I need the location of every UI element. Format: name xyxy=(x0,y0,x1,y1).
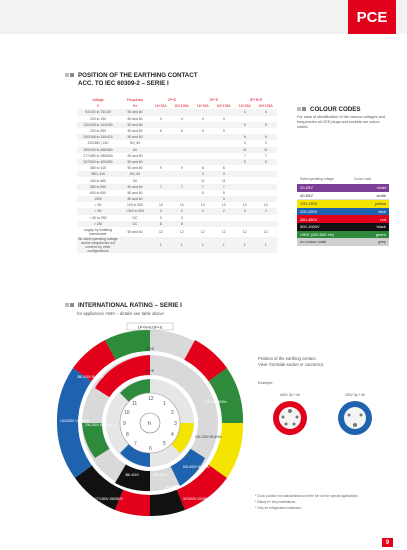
table-cell: 250/440 to 265/460 xyxy=(77,147,119,153)
table-cell: 2 xyxy=(213,208,235,214)
table-cell: 2 xyxy=(235,208,255,214)
voltage-cell: 100-130V xyxy=(300,201,318,207)
bottom-label-2: 480-500V xyxy=(153,473,167,477)
table-cell: 10 xyxy=(221,203,226,208)
voltage-cell: no colour code xyxy=(300,239,327,245)
table-subheader: 63+125A xyxy=(174,104,189,109)
table-cell: 9 xyxy=(222,129,225,134)
table-cell: 1 xyxy=(235,237,255,253)
table-cell: 4 xyxy=(201,116,204,121)
table-cell: 6 xyxy=(235,134,255,140)
clock-4: 4 xyxy=(171,432,174,438)
table-cell: 9 xyxy=(255,122,277,128)
table-cell: 4 xyxy=(222,116,225,121)
table-cell: 10 xyxy=(158,203,163,208)
table-header: 3P+E xyxy=(209,98,219,103)
colour-codes-title xyxy=(297,106,361,114)
top-label: 1P+N+E/3P+E xyxy=(137,325,163,330)
table-cell: 9 xyxy=(201,129,204,134)
section-title-line2: ACC. TO IEC 60309-2 – SERIE I xyxy=(78,79,169,87)
table-header: 3P+N+E xyxy=(249,98,263,103)
clock-10: 10 xyxy=(124,410,130,416)
table-header: 2P+E xyxy=(167,98,177,103)
example-2-label: 230V 3p + 6h xyxy=(344,393,366,397)
pin-icon xyxy=(282,416,285,419)
right-black-label: 10h/100-300Hz xyxy=(205,400,227,404)
table-cell: 440 to 460 xyxy=(89,178,107,183)
table-cell: 380 | 440 xyxy=(77,171,119,177)
table-header: Frequency xyxy=(126,98,144,103)
table-cell: 3 xyxy=(213,196,235,202)
table-cell: 4 xyxy=(235,109,255,115)
colour-cell: green xyxy=(375,231,386,237)
table-cell: 1000 xyxy=(77,196,119,202)
bullet-icon xyxy=(65,73,69,77)
table-cell: 11 xyxy=(222,178,226,183)
colour-codes-heading: COLOUR CODES xyxy=(310,106,361,113)
table-cell: 50 | 60 xyxy=(129,141,141,146)
table-cell: 10 xyxy=(263,203,268,208)
colour-cell: blue xyxy=(378,209,386,215)
table-cell: 50 and 60 xyxy=(127,129,143,134)
clock-8: 8 xyxy=(126,432,129,438)
table-cell: 220/380 | 240 xyxy=(87,141,109,146)
table-cell: 7 xyxy=(171,184,193,190)
table-cell: 6 xyxy=(159,129,162,134)
bottom-label-1: 380-400V xyxy=(125,473,139,477)
table-cell: 200 to 250 xyxy=(89,129,107,134)
colour-code-row xyxy=(297,238,389,246)
bottom-label-4: 277/480V 288/500V xyxy=(95,497,124,501)
clock-9: 9 xyxy=(123,421,126,427)
table-cell: 50 and 60 xyxy=(119,122,151,128)
colour-code-row xyxy=(297,200,389,208)
table-cell: 7 xyxy=(213,184,235,190)
table-cell: 347/600 to 400/690 xyxy=(77,159,119,165)
table-cell: > 50 xyxy=(94,203,102,208)
socket-examples xyxy=(260,390,390,442)
table-cell: > 50 to 250 xyxy=(89,215,107,220)
colour-code-header-row xyxy=(297,174,389,184)
footnote: * Mainly for ship installations xyxy=(255,500,296,504)
table-cell: 5 xyxy=(235,159,255,165)
table-cell: 3 xyxy=(180,215,183,220)
table-cell: 1 xyxy=(193,237,213,253)
table-cell: 7 xyxy=(151,184,171,190)
pin-icon xyxy=(360,414,363,417)
table-cell: 480 to 500 xyxy=(77,184,119,190)
earthing-table xyxy=(77,97,277,253)
colour-code-row xyxy=(297,223,389,231)
header-bar xyxy=(0,0,407,34)
voltage-cell: 200-250V xyxy=(300,209,318,215)
footnote: * Clock position not standardised and free for use for special applications xyxy=(255,494,358,498)
table-cell: 12 xyxy=(263,229,268,234)
table-subheader: 16+32A xyxy=(196,104,209,109)
table-cell: 100 to 130 xyxy=(89,116,107,121)
clock-5: 5 xyxy=(163,441,166,447)
table-cell: All rated operating voltage and/or frequencies not covered by other configurations xyxy=(78,236,118,253)
voltage-cell: 500-1000V xyxy=(300,224,320,230)
table-subheader: 63+125A xyxy=(258,104,273,109)
earthing-line2: View: frontside socket or connector. xyxy=(258,361,325,367)
bullet-icon xyxy=(297,107,301,111)
right-green-label: 100-130V 50-60Hz xyxy=(195,435,222,439)
voltage-cell: 380-480V xyxy=(300,216,318,222)
table-cell xyxy=(119,237,151,253)
table-cell: 6 xyxy=(255,134,277,140)
colour-cell: white xyxy=(376,192,386,198)
page-number: 9 xyxy=(382,538,393,547)
colour-code-row xyxy=(297,231,389,239)
section-title-rating xyxy=(65,302,182,310)
clock-7: 7 xyxy=(134,441,137,447)
table-cell: 1 xyxy=(213,237,235,253)
table-cell: 7 xyxy=(193,184,213,190)
table-cell: DC xyxy=(132,215,138,220)
table-cell: 12 xyxy=(200,229,205,234)
voltage-cell: >50V (100-500 Hz) xyxy=(300,231,334,237)
pin-icon xyxy=(285,423,288,426)
example-1-label: 400V 3p + 6h xyxy=(279,393,301,397)
table-cell: 5 xyxy=(222,190,225,195)
table-cell: 6 xyxy=(222,166,225,171)
clock-12: 12 xyxy=(148,396,154,402)
table-cell: 2 xyxy=(151,208,171,214)
colour-code-row xyxy=(297,208,389,216)
table-cell: 9 xyxy=(235,122,255,128)
table-cell: 380 to 415 xyxy=(89,166,107,171)
table-cell: 3 xyxy=(193,171,213,177)
table-cell: 10 xyxy=(242,203,247,208)
table-cell: supply by isolating transformer xyxy=(84,227,112,236)
voltage-cell: 40-50V xyxy=(300,192,313,198)
table-cell: 1 xyxy=(255,237,277,253)
colour-code-table xyxy=(297,174,389,246)
bullet-icon xyxy=(70,303,74,307)
table-cell: 3 xyxy=(213,171,235,177)
table-cell: 3 xyxy=(243,141,246,146)
pin-icon xyxy=(288,409,292,413)
section-title-earthing xyxy=(65,72,198,87)
table-cell: 12 xyxy=(179,229,184,234)
table-cell: 1 xyxy=(171,237,193,253)
table-cell: 12 xyxy=(221,229,226,234)
table-cell: 10 xyxy=(179,203,184,208)
table-cell: 120/208 to 144/250 xyxy=(77,122,119,128)
colour-code-row xyxy=(297,192,389,200)
table-row xyxy=(77,227,277,237)
table-cell: 50 and 60 xyxy=(127,116,143,121)
table-subheader: 16+32A xyxy=(154,104,167,109)
table-cell: 10 xyxy=(200,203,205,208)
table-cell: 6 xyxy=(201,166,204,171)
table-cell: 60 xyxy=(119,147,151,153)
table-cell: 600 to 690 xyxy=(89,190,107,195)
table-row xyxy=(77,237,277,253)
table-cell: 50 and 60 xyxy=(127,153,143,158)
table-subheader: 63+125A xyxy=(216,104,231,109)
table-cell: 60 | 60 xyxy=(119,171,151,177)
table-cell: 5 xyxy=(201,190,204,195)
table-cell: 9 xyxy=(180,166,183,171)
colour-code-row xyxy=(297,215,389,223)
table-cell: 5 xyxy=(255,159,277,165)
inner-label-2: 3P+E xyxy=(145,369,155,373)
table-cell: 50 and 60 xyxy=(119,196,151,202)
table-subheader: 16+32A xyxy=(238,104,251,109)
pin-icon xyxy=(348,414,351,417)
inner-label-1: 2P+E xyxy=(145,347,155,351)
colour-cell: yellow xyxy=(374,201,386,207)
table-cell: 50 and 60 xyxy=(119,159,151,165)
rating-heading: INTERNATIONAL RATING – SERIE I xyxy=(78,302,182,309)
table-subheader: Hz xyxy=(132,104,138,109)
table-cell: > 50 xyxy=(77,208,119,214)
table-cell: 12 xyxy=(242,229,247,234)
bullet-icon xyxy=(65,303,69,307)
table-cell: 8 xyxy=(151,221,171,227)
table-cell: DC xyxy=(119,221,151,227)
table-cell: 1 xyxy=(151,237,171,253)
rating-diagram xyxy=(55,318,245,518)
table-cell: 8 xyxy=(171,221,193,227)
table-cell: 200/346 to 240/415 xyxy=(77,134,119,140)
clock-6: 6 xyxy=(149,446,152,452)
table-cell: 11 xyxy=(235,147,255,153)
bullet-icon xyxy=(70,73,74,77)
table-cell: 11 xyxy=(255,147,277,153)
table-cell: 50 and 60 xyxy=(119,184,151,190)
voltage-cell: 20-25V xyxy=(300,185,313,191)
table-cell: 2 xyxy=(255,208,277,214)
table-cell: 9 xyxy=(159,166,162,171)
pin-icon xyxy=(293,423,296,426)
table-cell: 2 xyxy=(193,208,213,214)
red-left-label: 380-415V 50-60Hz xyxy=(77,375,104,379)
colour-codes-description: For ease of identification of the various voltages and frequencies all CEE plugs and sockets are colour coded. xyxy=(297,115,385,130)
table-cell: 277/480 to 288/500 xyxy=(83,153,113,158)
table-cell: 4 xyxy=(180,116,183,121)
colour-cell: violet xyxy=(376,185,386,191)
center-h-label: h xyxy=(148,421,151,427)
right-blue-label: 600-690V 50-60Hz xyxy=(183,465,210,469)
table-cell: 2 xyxy=(171,208,193,214)
clock-2: 2 xyxy=(171,410,174,416)
bottom-label-5: 347/600V 400/690V xyxy=(183,497,212,501)
pin-icon xyxy=(296,416,299,419)
earthing-position-text xyxy=(258,356,324,367)
table-cell: 4 xyxy=(255,109,277,115)
footnote: * Only for refrigerated containers xyxy=(255,506,302,510)
table-cell: 50 and 60 xyxy=(119,134,151,140)
table-header: Voltage xyxy=(92,98,104,103)
colour-cell: grey xyxy=(378,239,386,245)
outer-left-label: 120/208V 144/250V xyxy=(60,419,90,423)
table-cell: 50 and 60 xyxy=(119,109,151,115)
table-cell: 3 xyxy=(264,141,267,146)
table-cell: 12 xyxy=(158,229,163,234)
example-label: Example: xyxy=(258,381,273,385)
colour-code-row xyxy=(297,184,389,192)
colour-code-header: Rated operating voltage xyxy=(300,177,334,181)
earthing-line1: Position of the earthing contact. xyxy=(258,356,317,361)
table-cell: 50 and 60 xyxy=(127,166,143,171)
table-cell: 50 and 60 xyxy=(127,229,143,234)
table-cell: > 250 xyxy=(77,221,119,227)
colour-code-header: Colour code xyxy=(354,177,372,181)
colour-cell: red xyxy=(380,216,386,222)
outer-left2-label: 200-250V 50-60Hz xyxy=(85,423,112,427)
clock-11: 11 xyxy=(132,401,138,407)
clock-3: 3 xyxy=(174,421,177,427)
bullet-icon xyxy=(302,107,306,111)
table-cell: 7 xyxy=(243,153,246,158)
table-cell: 100 to 300 xyxy=(126,203,144,208)
table-cell: 51/100 to 75/130 xyxy=(77,109,119,115)
clock-1: 1 xyxy=(163,401,166,407)
pin-icon xyxy=(353,423,357,427)
table-cell: 11 xyxy=(201,178,205,183)
table-cell: 60 xyxy=(133,178,137,183)
table-cell: 6 xyxy=(180,129,183,134)
table-subheader: V xyxy=(96,104,100,109)
colour-cell: black xyxy=(376,224,386,230)
table-cell: >300 to 500 xyxy=(119,208,151,214)
table-cell: 4 xyxy=(159,116,162,121)
brand-logo: PCE xyxy=(348,0,396,34)
table-cell: 3 xyxy=(159,215,162,220)
table-cell: 50 and 60 xyxy=(127,190,143,195)
rating-subtitle: for appliances >50V – details see table above xyxy=(77,311,164,316)
table-cell: 7 xyxy=(264,153,267,158)
section-title-line1: POSITION OF THE EARTHING CONTACT xyxy=(78,72,198,79)
bottom-label-3: 440-460V xyxy=(165,485,179,489)
